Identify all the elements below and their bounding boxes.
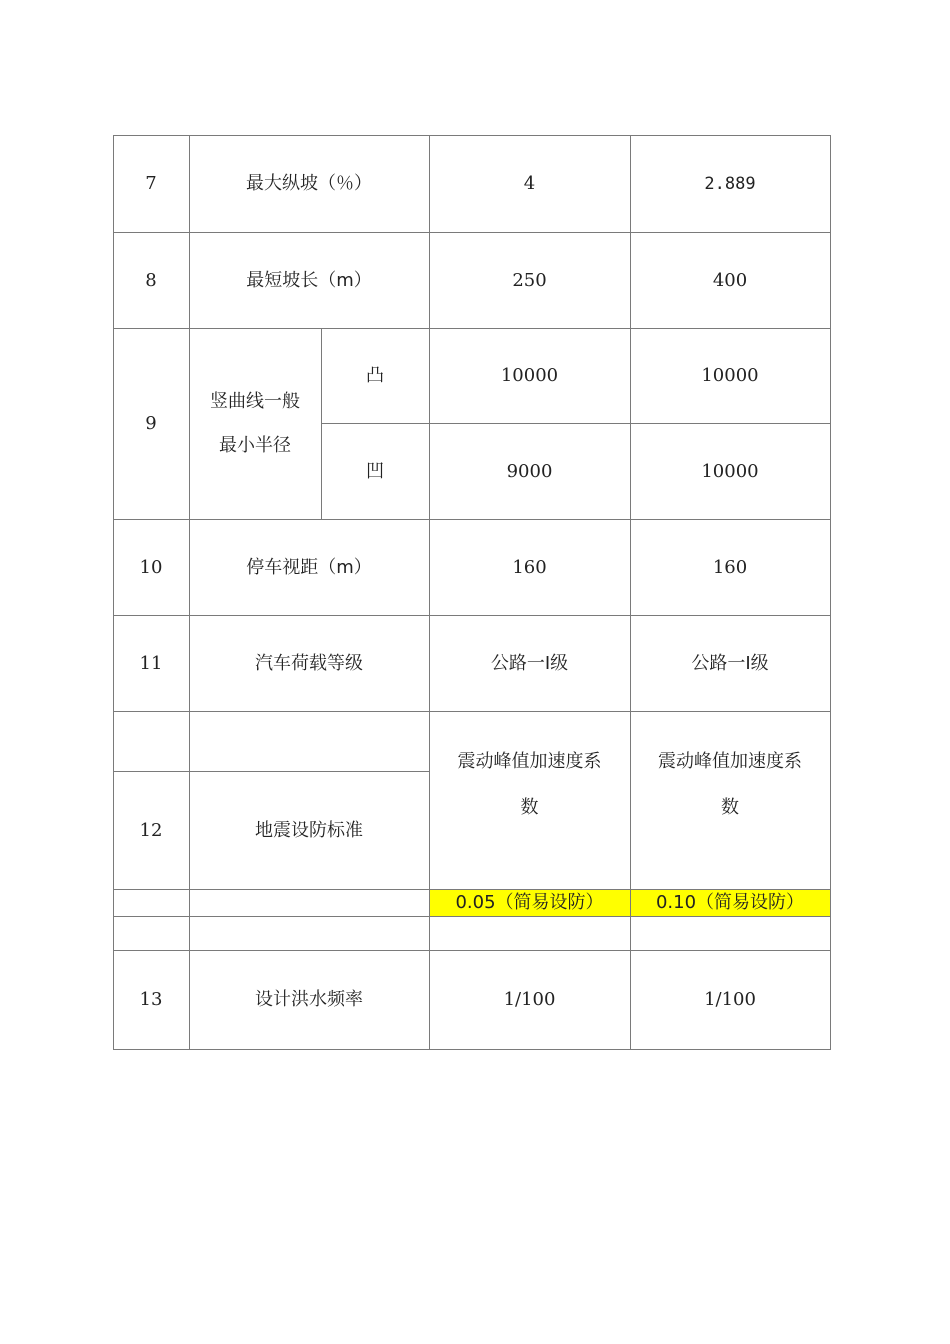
adopted-seismic-value: 0.10（简易设防） (655, 891, 805, 913)
row-number: 7 (145, 173, 157, 195)
row-number: 10 (139, 556, 163, 578)
adopted-description-line2: 数 (721, 797, 739, 819)
row-number: 8 (145, 269, 157, 291)
standard-value: 10000 (500, 365, 559, 387)
row-number: 11 (139, 652, 163, 674)
row-number: 12 (139, 819, 163, 841)
item-name: 设计洪水频率 (255, 989, 363, 1011)
standard-value: 9000 (506, 460, 553, 482)
standard-value: 4 (523, 173, 536, 195)
curve-type: 凸 (366, 365, 384, 387)
adopted-value: 1/100 (704, 989, 756, 1011)
curve-type: 凹 (366, 460, 384, 482)
adopted-description-line1: 震动峰值加速度系 (658, 751, 802, 773)
adopted-value: 400 (712, 269, 748, 291)
adopted-value: 160 (712, 556, 748, 578)
item-name: 停车视距（m） (246, 556, 372, 578)
standard-description-line2: 数 (520, 797, 539, 819)
standard-value: 公路一Ⅰ级 (490, 652, 569, 674)
table-border (113, 916, 831, 917)
standard-seismic-value: 0.05（简易设防） (455, 891, 604, 913)
row-number: 13 (139, 989, 163, 1011)
item-name: 最大纵坡（％） (246, 173, 372, 195)
table-border (113, 1049, 831, 1050)
adopted-value: 10000 (701, 460, 759, 482)
item-name: 汽车荷载等级 (255, 652, 363, 674)
row-number: 9 (145, 413, 157, 435)
standard-description-line1: 震动峰值加速度系 (457, 751, 602, 773)
item-name-line2: 最小半径 (219, 435, 291, 456)
adopted-value: 10000 (701, 365, 759, 387)
item-name (189, 329, 321, 519)
item-name: 最短坡长（m） (246, 269, 372, 291)
table-border (113, 711, 831, 712)
standard-value: 1/100 (503, 989, 556, 1011)
standard-value: 160 (512, 556, 547, 578)
adopted-value: 2.889 (704, 173, 756, 194)
standard-value: 250 (512, 269, 547, 291)
adopted-value: 公路一Ⅰ级 (691, 652, 769, 674)
table-border (830, 135, 831, 1050)
item-name-line1: 竖曲线一般 (210, 391, 300, 413)
item-name: 地震设防标准 (255, 819, 363, 841)
